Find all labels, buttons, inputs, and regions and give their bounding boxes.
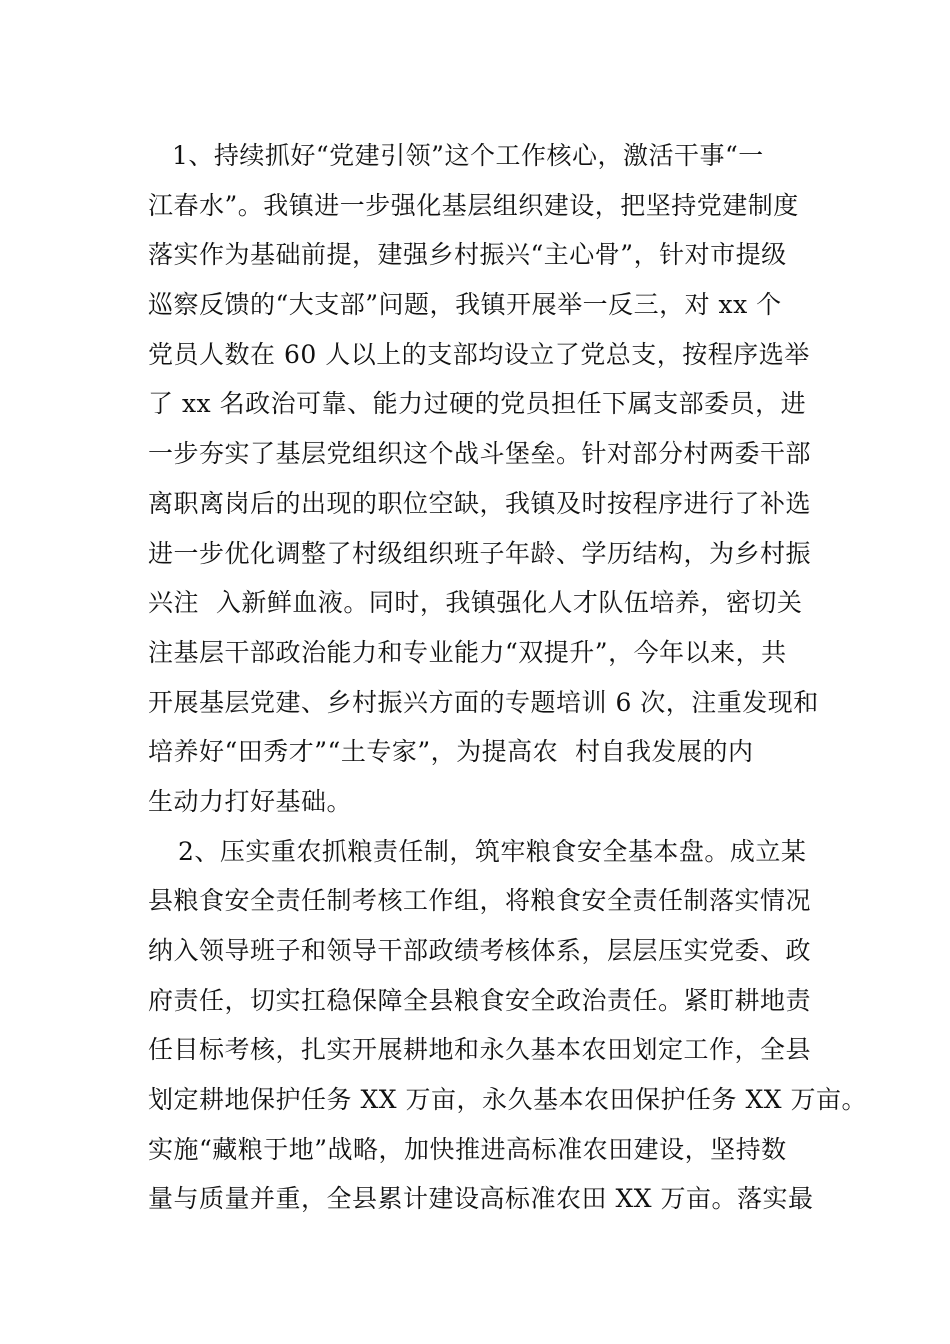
paragraph-2-line: 2、压实重农抓粮责任制，筑牢粮食安全基本盘。成立某 [178, 836, 807, 866]
paragraph-2-line: 量与质量并重，全县累计建设高标准农田 XX 万亩。落实最 [148, 1184, 814, 1214]
paragraph-2-line: 府责任，切实扛稳保障全县粮食安全政治责任。紧盯耕地责 [148, 985, 812, 1015]
paragraph-1-line: 兴注 入新鲜血液。同时，我镇强化人才队伍培养，密切关 [148, 588, 803, 618]
paragraph-2-line: 实施“藏粮于地”战略，加快推进高标准农田建设，坚持数 [148, 1134, 787, 1164]
paragraph-1-line: 离职离岗后的出现的职位空缺，我镇及时按程序进行了补选 [148, 488, 812, 518]
document-body [148, 131, 867, 1224]
paragraph-1-line: 江春水”。我镇进一步强化基层组织建设，把坚持党建制度 [148, 190, 799, 220]
paragraph-1-line: 落实作为基础前提，建强乡村振兴“主心骨”，针对市提级 [148, 240, 787, 270]
paragraph-1-line: 了 xx 名政治可靠、能力过硬的党员担任下属支部委员，进 [148, 389, 807, 419]
paragraph-1-line: 生动力打好基础。 [148, 786, 353, 816]
paragraph-2-line: 划定耕地保护任务 XX 万亩，永久基本农田保护任务 XX 万亩。 [148, 1085, 867, 1115]
paragraph-1-line: 一步夯实了基层党组织这个战斗堡垒。针对部分村两委干部 [148, 439, 812, 469]
paragraph-1-line: 巡察反馈的“大支部”问题，我镇开展举一反三，对 xx 个 [148, 290, 782, 320]
paragraph-1-line: 进一步优化调整了村级组织班子年龄、学历结构，为乡村振 [148, 538, 812, 568]
paragraph-1-line: 培养好“田秀才”“土专家”，为提高农 村自我发展的内 [148, 737, 754, 767]
paragraph-2-line: 纳入领导班子和领导干部政绩考核体系，层层压实党委、政 [148, 936, 812, 965]
paragraph-1-line: 1、持续抓好“党建引领”这个工作核心，激活干事“一 [172, 141, 764, 170]
paragraph-1-line: 开展基层党建、乡村振兴方面的专题培训 6 次，注重发现和 [148, 687, 819, 717]
paragraph-2-line: 县粮食安全责任制考核工作组，将粮食安全责任制落实情况 [148, 886, 812, 916]
paragraph-1-line: 党员人数在 60 人以上的支部均设立了党总支，按程序选举 [148, 339, 810, 369]
paragraph-1-line: 注基层干部政治能力和专业能力“双提升”，今年以来，共 [148, 637, 787, 667]
paragraph-2-line: 任目标考核，扎实开展耕地和永久基本农田划定工作，全县 [148, 1035, 812, 1065]
